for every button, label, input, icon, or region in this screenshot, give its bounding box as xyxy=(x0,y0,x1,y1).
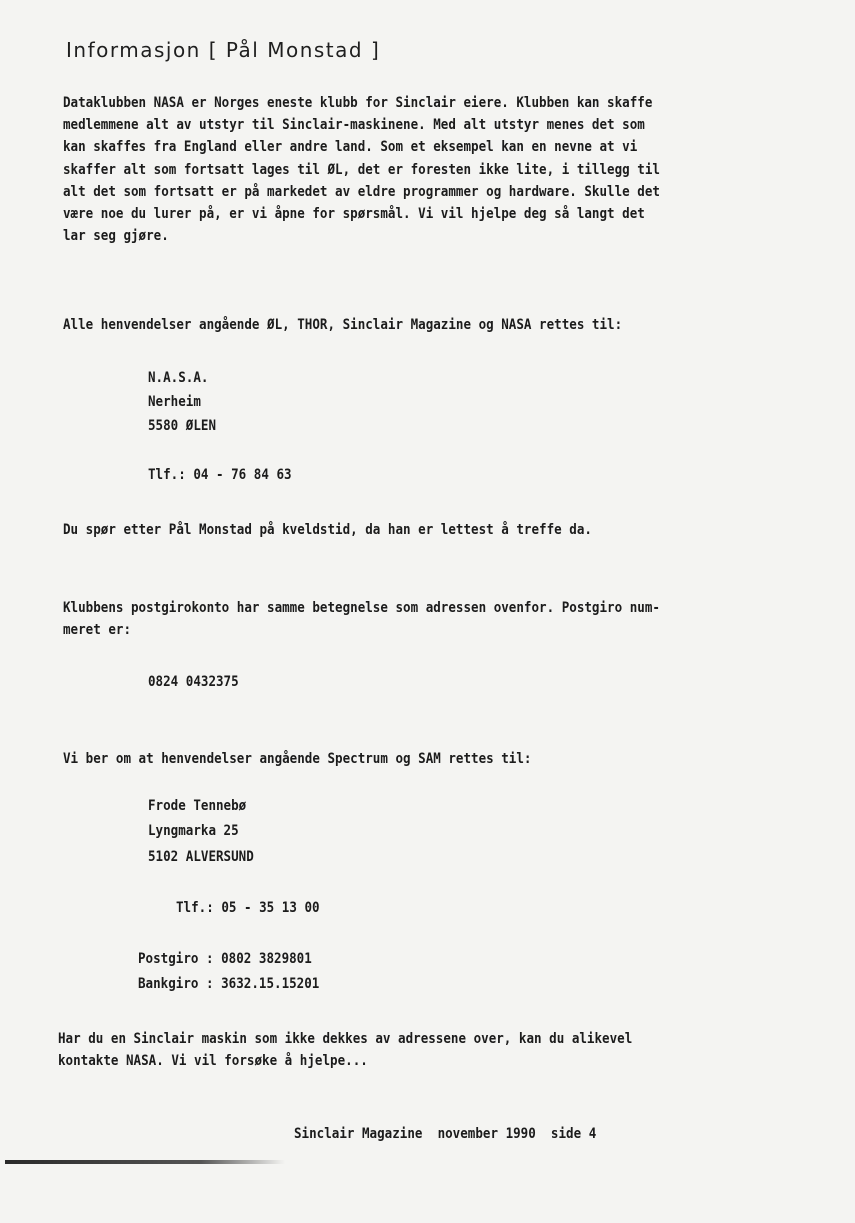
spectrum-name: Frode Tennebø xyxy=(148,797,247,814)
nasa-name: N.A.S.A. xyxy=(148,369,209,386)
intro-paragraph: Dataklubben NASA er Norges eneste klubb for Sinclair eiere. Klubben kan skaffe medlemmene alt av utstyr til Sinclair-maskinene. Med alt utstyr menes det som kan skaffes fra England eller andre land. Som et eksempel kan en nevne at vi skaffer alt som fortsatt lages til ØL, det er foresten ikke lite, i tillegg til alt det som fortsatt er på markedet av eldre programmer og hardware. Skulle det være noe du lurer på, er vi åpne for spørsmål. Vi vil hjelpe deg så langt det lar seg gjøre. xyxy=(63,94,660,245)
ql-contact-intro: Alle henvendelser angående ØL, THOR, Sinclair Magazine og NASA rettes til: xyxy=(63,316,623,333)
postgiro-note: Klubbens postgirokonto har samme betegnelse som adressen ovenfor. Postgiro num- meret er: xyxy=(63,599,660,639)
page-title: Informasjon [ Pål Monstad ] xyxy=(66,38,381,62)
nasa-phone: Tlf.: 04 - 76 84 63 xyxy=(148,466,292,483)
spectrum-bankgiro: Bankgiro : 3632.15.15201 xyxy=(138,975,320,992)
page-footer: Sinclair Magazine november 1990 side 4 xyxy=(294,1125,597,1142)
closing-paragraph: Har du en Sinclair maskin som ikke dekkes av adressene over, kan du alikevel kontakte NASA. Vi vil forsøke å hjelpe... xyxy=(58,1030,633,1070)
spectrum-street: Lyngmarka 25 xyxy=(148,822,239,839)
spectrum-phone: Tlf.: 05 - 35 13 00 xyxy=(176,899,320,916)
spectrum-postgiro: Postgiro : 0802 3829801 xyxy=(138,950,312,967)
postgiro-number: 0824 0432375 xyxy=(148,673,239,690)
footer-rule xyxy=(5,1160,285,1164)
contact-note: Du spør etter Pål Monstad på kveldstid, da han er lettest å treffe da. xyxy=(63,521,592,538)
spectrum-city: 5102 ALVERSUND xyxy=(148,848,254,865)
nasa-street: Nerheim xyxy=(148,393,201,410)
spectrum-contact-intro: Vi ber om at henvendelser angående Spectrum og SAM rettes til: xyxy=(63,750,532,767)
nasa-city: 5580 ØLEN xyxy=(148,417,217,434)
